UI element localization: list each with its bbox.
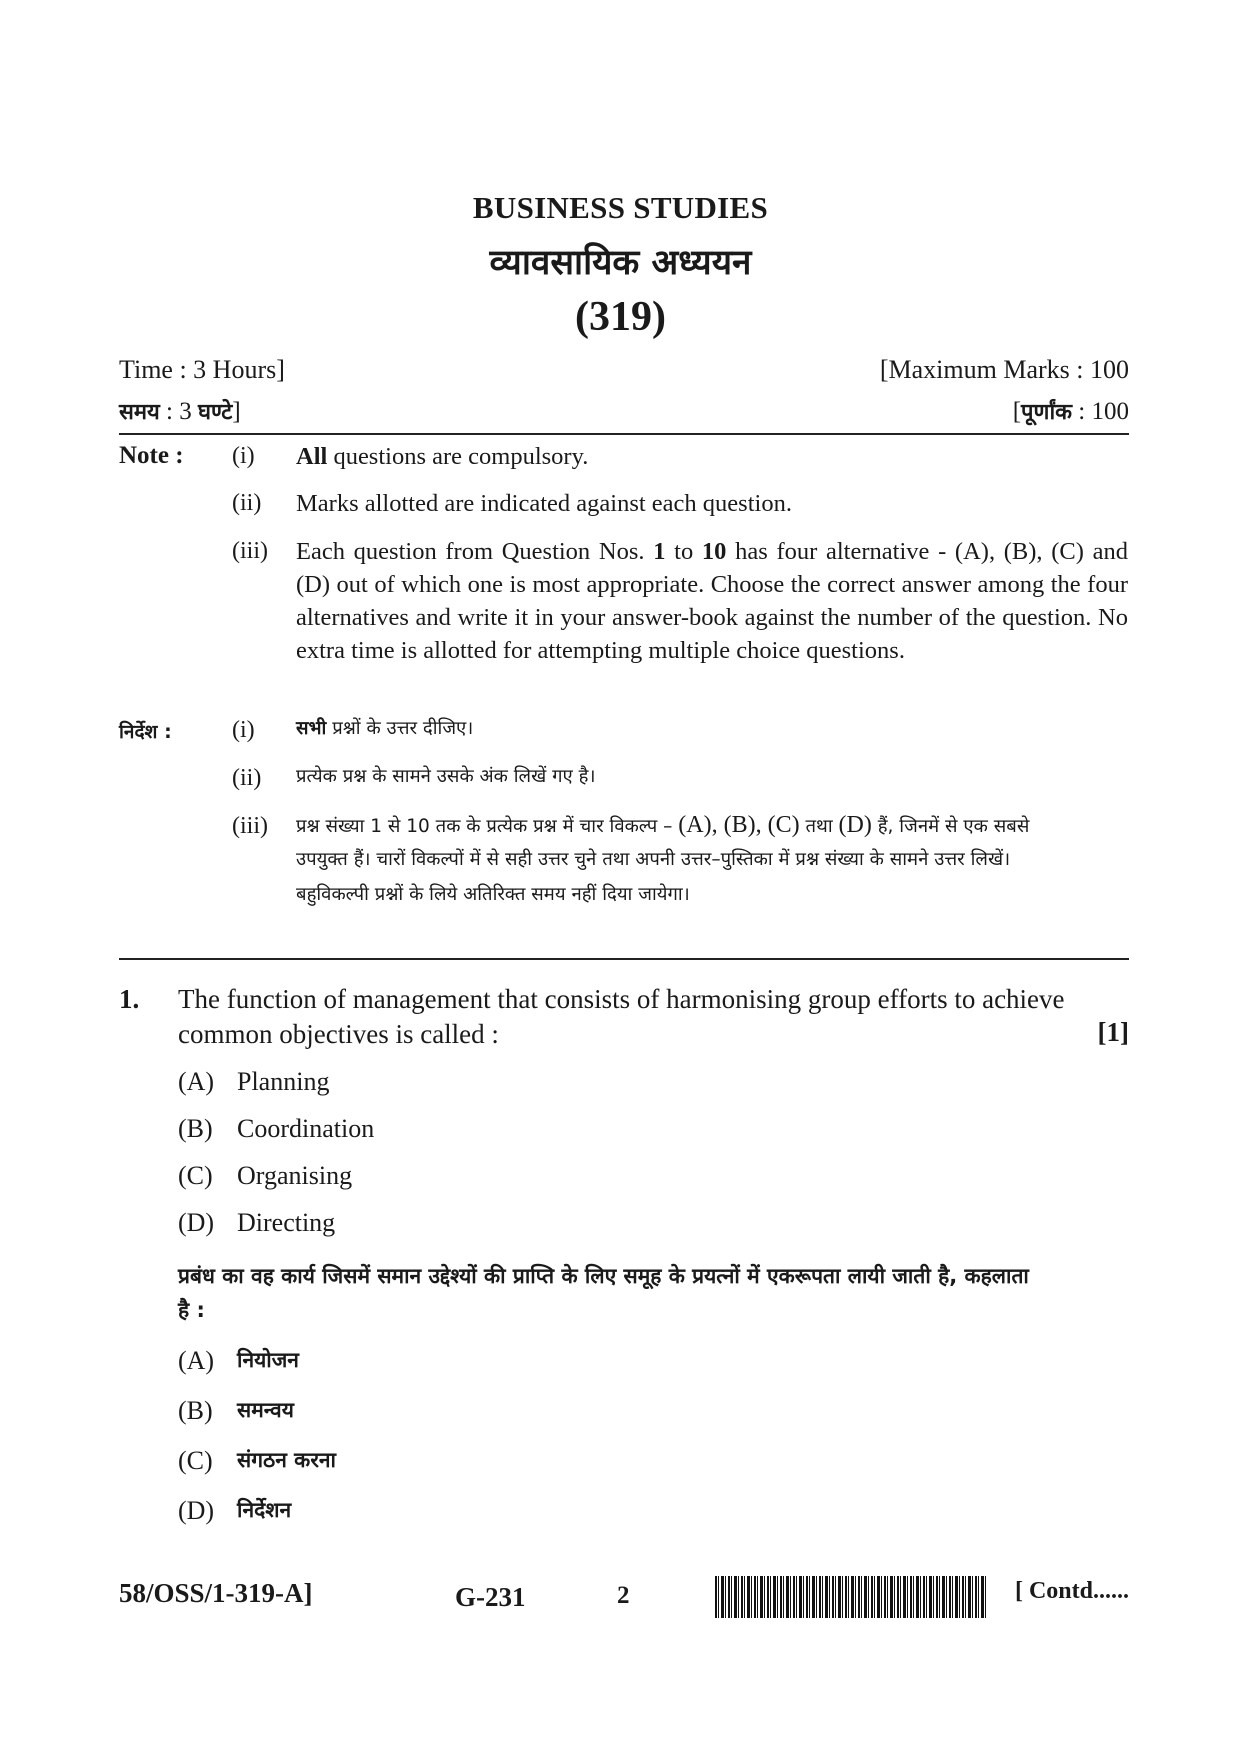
question-number: 1. xyxy=(119,984,140,1014)
option-hindi-b-text: समन्वय xyxy=(237,1398,294,1422)
set-code: G-231 xyxy=(455,1582,526,1612)
note-hindi-item-3-options: (A), (B), (C) xyxy=(678,812,800,838)
note-item-3-bold-a: 1 xyxy=(653,538,666,565)
time-english: Time : 3 Hours] xyxy=(119,355,285,384)
time-hindi-end: ] xyxy=(232,398,241,425)
option-d-text: Directing xyxy=(237,1208,336,1237)
option-hindi-d-text: निर्देशन xyxy=(237,1498,292,1522)
option-hindi-d-letter: (D) xyxy=(178,1496,215,1525)
option-hindi-b-letter: (B) xyxy=(178,1396,213,1425)
option-c-letter: (C) xyxy=(178,1161,213,1190)
note-item-1-text: questions are compulsory. xyxy=(327,443,589,470)
note-item-1-number: (i) xyxy=(232,443,255,469)
section-divider xyxy=(119,958,1129,960)
page-number: 2 xyxy=(617,1582,630,1609)
option-b-text: Coordination xyxy=(237,1114,375,1143)
paper-code: 58/OSS/1-319-A] xyxy=(119,1578,313,1608)
note-item-3-text-a: Each question from Question Nos. xyxy=(296,538,654,565)
note-item-3-text-c: has four alternative - (A), (B), (C) and (D) out of which one is most appropriate. Choose the correct answer among the four alternatives and write it in your answer-book against the number of the question. No extra time is allotted for attempting multiple choice questions. xyxy=(296,538,1128,664)
note-hindi-item-1-number: (i) xyxy=(232,717,255,743)
note-item-3-bold-b: 10 xyxy=(701,538,727,565)
note-hindi-item-3-text-a: प्रश्न संख्या 1 से 10 तक के प्रत्येक प्रश्न में चार विकल्प – xyxy=(296,816,679,837)
header-divider xyxy=(119,433,1129,435)
title-english: BUSINESS STUDIES xyxy=(472,190,769,225)
max-marks-english: [Maximum Marks : 100 xyxy=(879,355,1129,384)
note-label: Note : xyxy=(119,442,184,469)
question-hindi-line-1: प्रबंध का वह कार्य जिसमें समान उद्देश्यों की प्राप्ति के लिए समूह के प्रयत्नों में एकरूपता लायी जाती है, कहलाता xyxy=(178,1264,1029,1288)
note-hindi-item-1-text: प्रश्नों के उत्तर दीजिए। xyxy=(326,718,474,739)
marks-hindi-label: पूर्णांक xyxy=(1021,400,1073,425)
option-hindi-c-text: संगठन करना xyxy=(237,1448,336,1472)
note-hindi-item-3-line-1 xyxy=(296,808,1136,844)
question-text-line-2: common objectives is called : xyxy=(178,1019,499,1049)
subject-code: (319) xyxy=(575,294,666,340)
option-d-letter: (D) xyxy=(178,1208,215,1237)
note-item-2-number: (ii) xyxy=(232,490,262,516)
option-b-letter: (B) xyxy=(178,1114,213,1143)
question-hindi-line-2: है : xyxy=(178,1298,205,1322)
question-text-line-1: The function of management that consists of harmonising group efforts to achieve xyxy=(178,984,1065,1014)
time-hindi xyxy=(119,396,241,426)
max-marks-hindi xyxy=(1013,396,1129,426)
option-hindi-a-letter: (A) xyxy=(178,1346,215,1375)
note-hindi-item-3-text-b: तथा xyxy=(799,816,839,837)
option-hindi-a-text: नियोजन xyxy=(237,1348,299,1372)
barcode xyxy=(715,1576,987,1618)
time-hindi-value: : 3 xyxy=(159,398,198,425)
note-item-3-text-b: to xyxy=(665,538,702,565)
marks-hindi-value: : 100 xyxy=(1072,398,1129,425)
question-marks: [1] xyxy=(1097,1017,1129,1047)
option-hindi-c-letter: (C) xyxy=(178,1446,213,1475)
note-hindi-item-3-line-3: बहुविकल्पी प्रश्नों के लिये अतिरिक्त समय नहीं दिया जायेगा। xyxy=(296,884,690,905)
note-item-3-number: (iii) xyxy=(232,538,268,564)
note-hindi-item-2: प्रत्येक प्रश्न के सामने उसके अंक लिखें गए है। xyxy=(296,766,596,787)
note-hindi-label: निर्देश : xyxy=(119,721,172,743)
time-hindi-unit: घण्टे xyxy=(198,400,233,425)
marks-hindi-open: [ xyxy=(1012,398,1022,425)
option-c-text: Organising xyxy=(237,1161,353,1190)
continued-label: [ Contd...... xyxy=(1014,1578,1129,1604)
note-hindi-item-2-number: (ii) xyxy=(232,765,262,791)
title-hindi: व्यावसायिक अध्ययन xyxy=(489,243,752,283)
note-item-1-bold: All xyxy=(296,443,328,470)
note-item-3 xyxy=(296,535,1128,667)
note-hindi-item-1-bold: सभी xyxy=(296,718,327,739)
note-hindi-item-1 xyxy=(296,712,473,746)
time-hindi-label: समय xyxy=(119,400,160,425)
option-a-text: Planning xyxy=(237,1067,330,1096)
note-hindi-item-3-option-d: (D) xyxy=(838,812,872,838)
option-a-letter: (A) xyxy=(178,1067,215,1096)
note-item-1 xyxy=(296,440,1128,473)
note-item-2: Marks allotted are indicated against each question. xyxy=(296,490,792,517)
note-hindi-item-3-number: (iii) xyxy=(232,813,268,839)
note-hindi-item-3-text-c: हैं, जिनमें से एक सबसे xyxy=(871,816,1030,837)
note-hindi-item-3-line-2: उपयुक्त हैं। चारों विकल्पों में से सही उत्तर चुने तथा अपनी उत्तर–पुस्तिका में प्रश्न संख्या के सामने उत्तर लिखें। xyxy=(296,849,1011,870)
